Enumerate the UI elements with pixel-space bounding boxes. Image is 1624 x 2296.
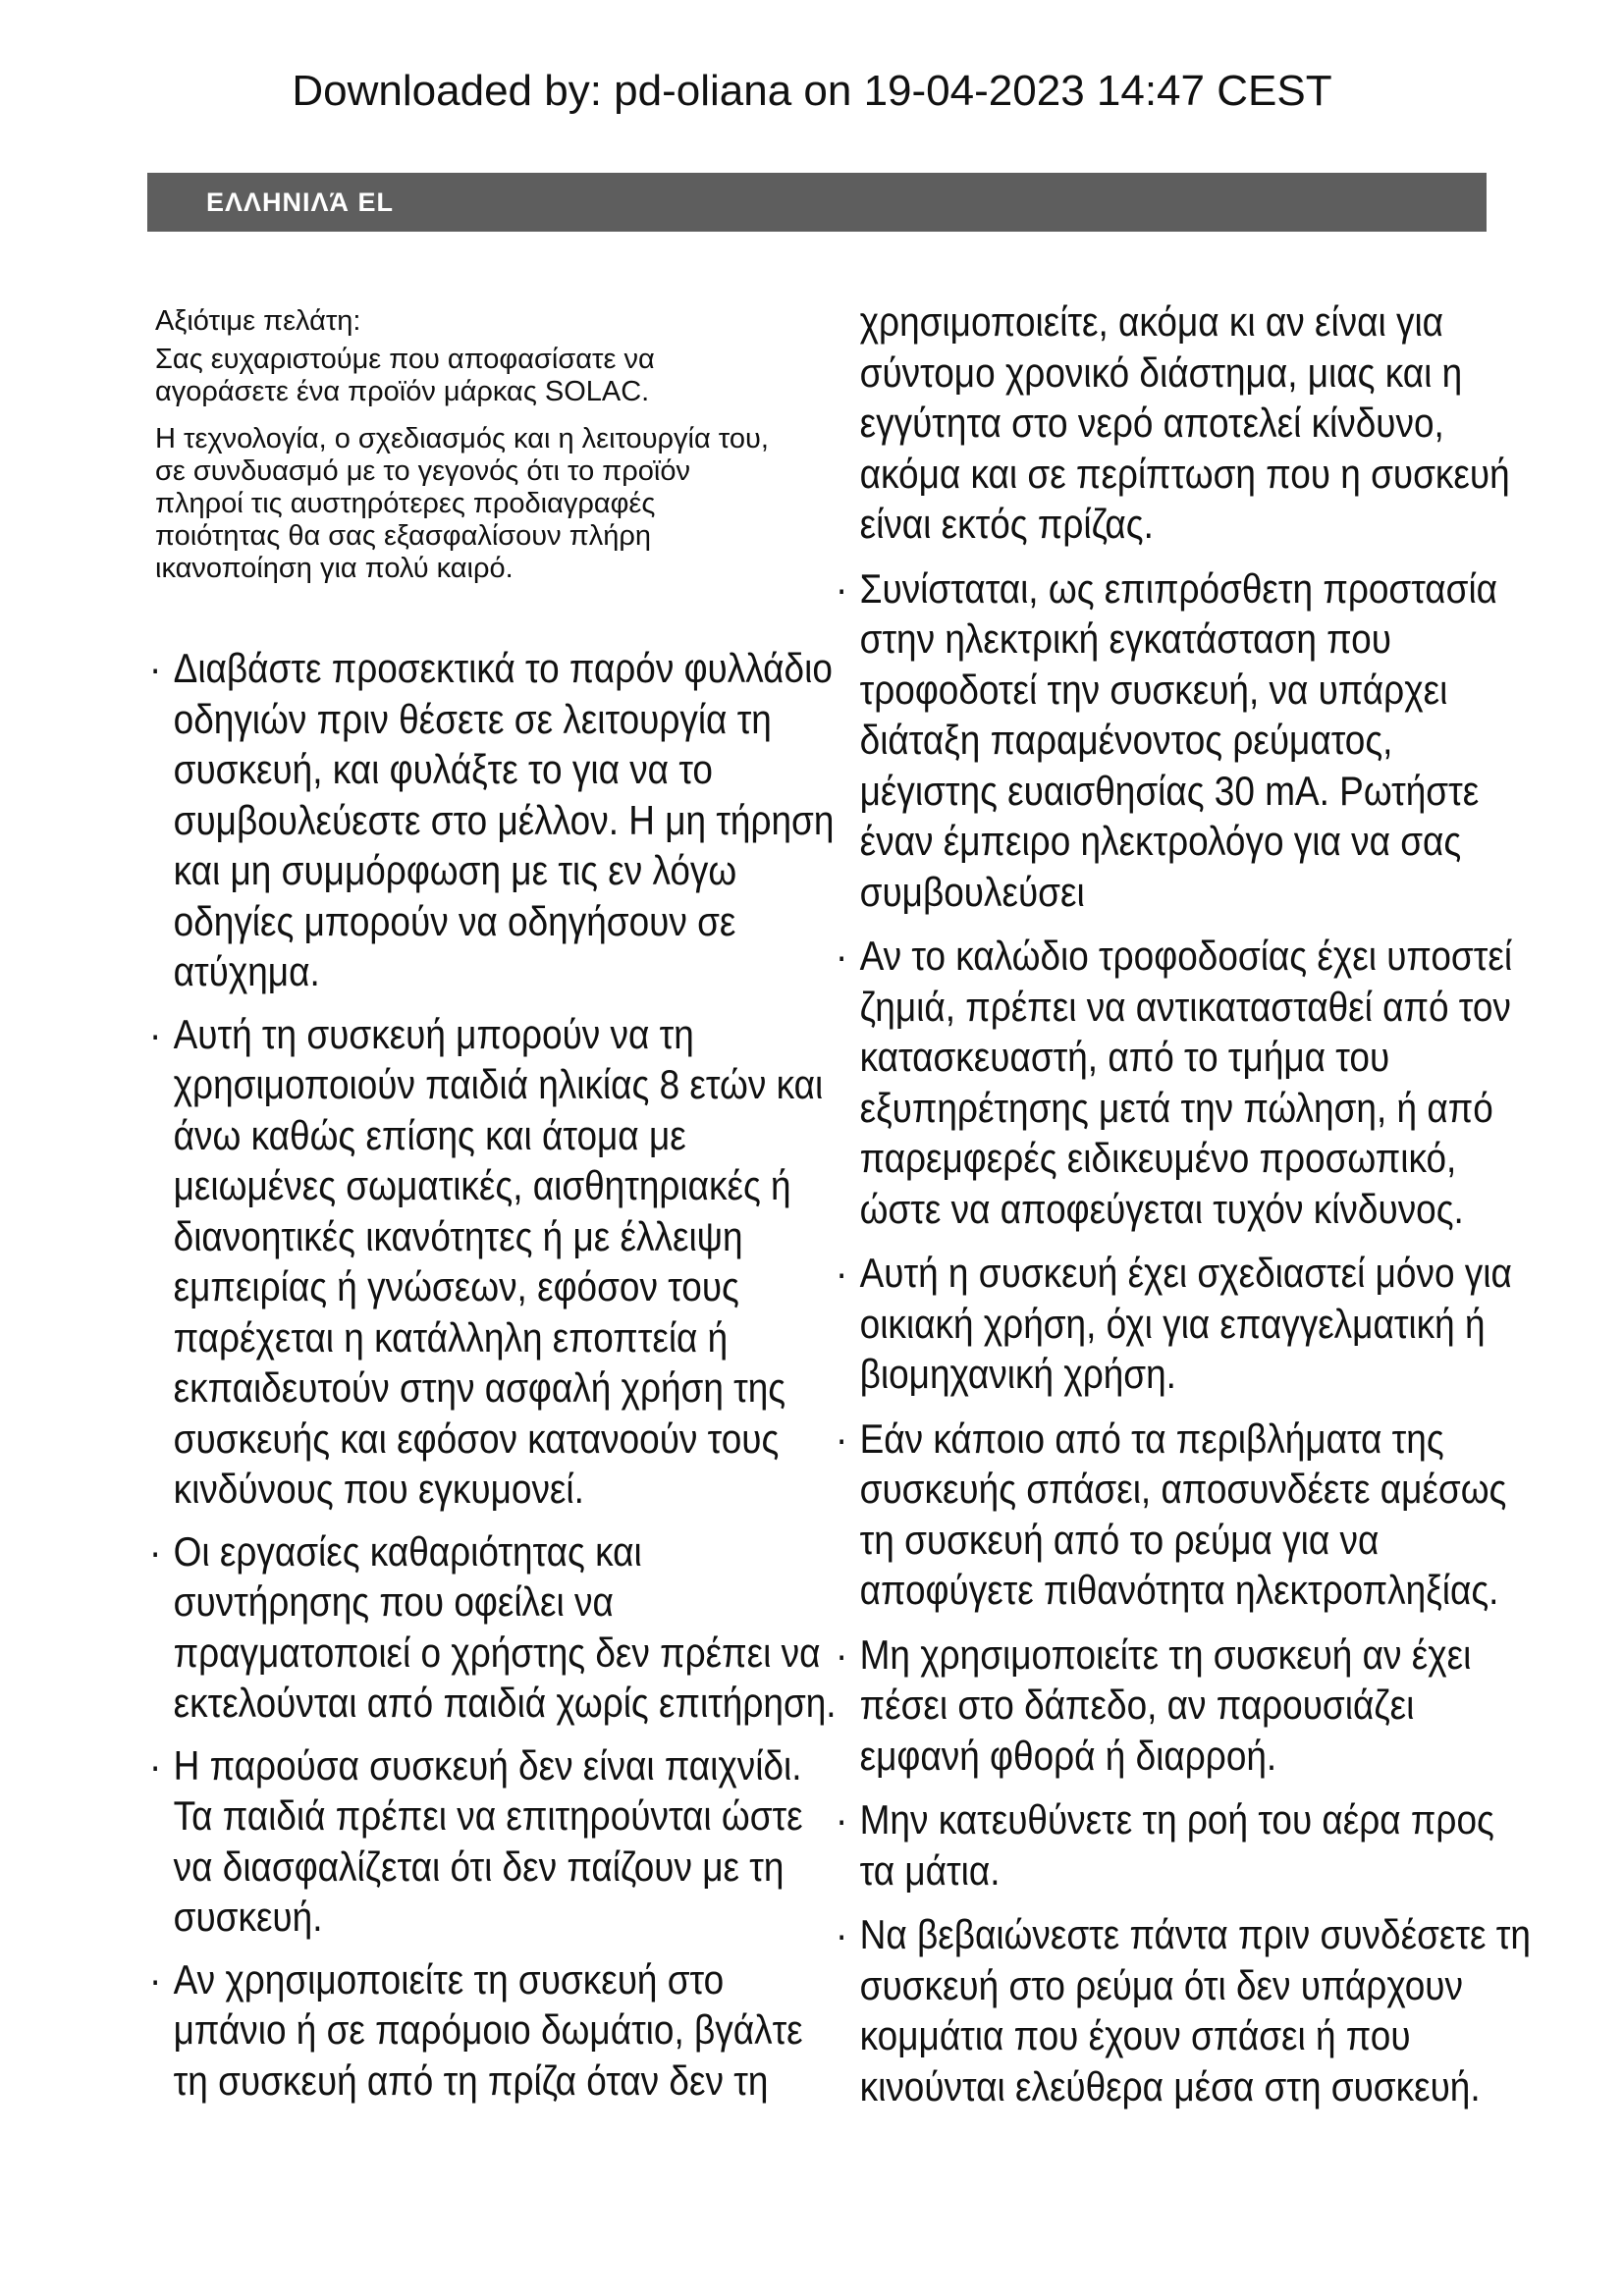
bullet-line: εμπειρίας ή γνώσεων, εφόσον τους (173, 1263, 739, 1309)
bullet-line: ατύχημα. (173, 948, 320, 994)
bullet-line: άνω καθώς επίσης και άτομα με (173, 1111, 686, 1158)
intro-line: αγοράσετε ένα προϊόν μάρκας SOLAC. (155, 376, 650, 407)
intro-line: Σας ευχαριστούμε που αποφασίσατε να (155, 344, 655, 375)
bullet-line: οδηγίες μπορούν να οδηγήσουν σε (173, 897, 736, 944)
bullet-line: συσκευή. (173, 1894, 323, 1940)
bullet-line: παρέχεται η κατάλληλη εποπτεία ή (173, 1313, 729, 1361)
bullet-item (836, 1794, 1531, 1896)
bullet-line: κατασκευαστή, από το τμήμα του (859, 1034, 1390, 1080)
intro-paragraph (155, 344, 769, 408)
bullet-item (149, 1954, 837, 2107)
bullet-item (149, 1009, 837, 1515)
intro-line: ικανοποίηση για πολύ καιρό. (155, 553, 514, 584)
bullet-dot: · (836, 1911, 848, 1957)
bullet-line: πέσει στο δάπεδο, αν παρουσιάζει (859, 1682, 1415, 1728)
bullet-line: συσκευή στο ρεύμα ότι δεν υπάρχουν (859, 1961, 1463, 2008)
continued-line: είναι εκτός πρίζας. (859, 501, 1154, 547)
bullet-line: Οι εργασίες καθαριότητας και (173, 1527, 642, 1575)
bullet-line: Διαβάστε προσεκτικά το παρόν φυλλάδιο (173, 645, 833, 691)
bullet-dot: · (149, 645, 162, 691)
bullet-line: εκπαιδευτούν στην ασφαλή χρήση της (173, 1364, 786, 1411)
bullet-item (149, 1526, 837, 1729)
bullet-item (149, 643, 837, 997)
bullet-dot: · (149, 1955, 162, 2002)
bullet-line: παρεμφερές ειδικευμένο προσωπικό, (859, 1135, 1457, 1181)
bullet-dot: · (149, 1527, 162, 1575)
continued-line: ακόμα και σε περίπτωση που η συσκευή (859, 450, 1510, 497)
bullet-line: Αν χρησιμοποιείτε τη συσκευή στο (173, 1955, 725, 2002)
bullet-item (149, 1740, 837, 1943)
language-section-bar (147, 173, 1487, 232)
bullet-line: συσκευή, και φυλάξτε το για να το (173, 746, 713, 792)
bullet-line: οδηγιών πριν θέσετε σε λειτουργία τη (173, 695, 772, 742)
download-notice: Downloaded by: pd-oliana on 19-04-2023 14:47 CEST (292, 67, 1332, 115)
bullet-dot: · (149, 1010, 162, 1057)
bullet-line: μέγιστης ευαισθησίας 30 mA. Ρωτήστε (859, 767, 1480, 814)
bullet-line: εκτελούνται από παιδιά χωρίς επιτήρηση. (173, 1680, 837, 1726)
bullet-line: Αυτή η συσκευή έχει σχεδιαστεί μόνο για (859, 1250, 1512, 1296)
bullet-line: κομμάτια που έχουν σπάσει ή που (859, 2012, 1411, 2058)
bullet-dot: · (836, 564, 848, 612)
intro-line: Η τεχνολογία, ο σχεδιασμός και η λειτουργία του, (155, 423, 769, 454)
bullet-line: οικιακή χρήση, όχι για επαγγελματική ή (859, 1300, 1486, 1347)
bullet-line: έναν έμπειρο ηλεκτρολόγο για να σας (859, 818, 1462, 864)
bullet-item (836, 1414, 1531, 1616)
bullet-line: και μη συμμόρφωση με τις εν λόγω (173, 847, 737, 893)
intro-line: ποιότητας θα σας εξασφαλίσουν πλήρη (155, 520, 651, 552)
bullet-line: ώστε να αποφεύγεται τυχόν κίνδυνος. (859, 1185, 1464, 1232)
continued-line: σύντομο χρονικό διάστημα, μιας και η (859, 348, 1463, 396)
bullet-line: Μην κατευθύνετε τη ροή του αέρα προς (859, 1796, 1494, 1842)
bullet-line: συμβουλεύεστε στο μέλλον. Η μη τήρηση (173, 796, 835, 843)
bullet-line: στην ηλεκτρική εγκατάσταση που (859, 615, 1391, 662)
left-column (149, 643, 837, 2106)
bullet-line: συντήρησης που οφείλει να (173, 1578, 614, 1625)
bullet-item (836, 563, 1531, 918)
intro-line: σε συνδυασμό με το γεγονός ότι το προϊόν (155, 455, 690, 487)
bullet-line: να διασφαλίζεται ότι δεν παίζουν με τη (173, 1842, 785, 1890)
bullet-line: τα μάτια. (859, 1846, 1001, 1894)
bullet-item (836, 1909, 1531, 2111)
bullet-line: Να βεβαιώνεστε πάντα πριν συνδέσετε τη (859, 1911, 1531, 1957)
intro-greeting: Αξιότιμε πελάτη: (155, 305, 361, 337)
bullet-line: διανοητικές ικανότητες ή με έλλειψη (173, 1212, 743, 1259)
bullet-dot: · (836, 1415, 848, 1462)
bullet-dot: · (836, 933, 848, 979)
bullet-line: μπάνιο ή σε παρόμοιο δωμάτιο, βγάλτε (173, 2006, 803, 2053)
continued-line: εγγύτητα στο νερό αποτελεί κίνδυνο, (859, 400, 1444, 446)
bullet-line: Τα παιδιά πρέπει να επιτηρούνται ώστε (173, 1792, 803, 1839)
bullet-line: τη συσκευή από το ρεύμα για να (859, 1516, 1380, 1563)
bullet-line: Εάν κάποιο από τα περιβλήματα της (859, 1415, 1444, 1462)
bullet-line: εξυπηρέτησης μετά την πώληση, ή από (859, 1084, 1493, 1131)
bullet-line: εμφανή φθορά ή διαρροή. (859, 1732, 1277, 1779)
bullet-line: μειωμένες σωματικές, αισθητηριακές ή (173, 1162, 791, 1208)
bullet-dot: · (836, 1796, 848, 1842)
intro-text (155, 305, 769, 585)
bullet-line: τροφοδοτεί την συσκευή, να υπάρχει (859, 666, 1448, 713)
bullet-line: βιομηχανική χρήση. (859, 1351, 1176, 1397)
bullet-line: ζημιά, πρέπει να αντικατασταθεί από τον (859, 983, 1511, 1030)
right-column (836, 296, 1531, 2111)
bullet-dot: · (149, 1741, 162, 1789)
bullet-line: κινούνται ελεύθερα μέσα στη συσκευή. (859, 2062, 1481, 2109)
bullet-line: χρησιμοποιούν παιδιά ηλικίας 8 ετών και (173, 1061, 824, 1107)
bullet-line: Μη χρησιμοποιείτε τη συσκευή αν έχει (859, 1630, 1472, 1678)
bullet-line: συσκευής και εφόσον κατανοούν τους (173, 1415, 780, 1462)
bullet-dot: · (836, 1250, 848, 1296)
bullet-dot: · (836, 1630, 848, 1678)
bullet-line: διάταξη παραμένοντος ρεύματος, (859, 717, 1393, 763)
intro-line: πληροί τις αυστηρότερες προδιαγραφές (155, 488, 656, 519)
bullet-line: Η παρούσα συσκευή δεν είναι παιχνίδι. (173, 1741, 802, 1789)
bullet-line: πραγματοποιεί ο χρήστης δεν πρέπει να (173, 1629, 821, 1676)
bullet-item (836, 931, 1531, 1234)
bullet-line: κινδύνους που εγκυμονεί. (173, 1466, 584, 1512)
intro-paragraph (155, 423, 769, 585)
language-section-label: ΕΛΛΗΝΙΛΆ EL (206, 187, 395, 217)
bullet-line: συμβουλεύσει (859, 868, 1085, 915)
bullet-line: αποφύγετε πιθανότητα ηλεκτροπληξίας. (859, 1567, 1499, 1613)
bullet-line: τη συσκευή από τη πρίζα όταν δεν τη (173, 2056, 769, 2104)
bullet-item (836, 1629, 1531, 1782)
bullet-line: Αν το καλώδιο τροφοδοσίας έχει υποστεί (859, 933, 1513, 979)
bullet-line: Συνίσταται, ως επιπρόσθετη προστασία (859, 564, 1498, 612)
bullet-line: Αυτή τη συσκευή μπορούν να τη (173, 1010, 694, 1057)
bullet-item (836, 1248, 1531, 1400)
continued-line: χρησιμοποιείτε, ακόμα κι αν είναι για (859, 298, 1444, 345)
continued-paragraph (836, 296, 1531, 550)
bullet-line: συσκευής σπάσει, αποσυνδέετε αμέσως (859, 1466, 1507, 1512)
